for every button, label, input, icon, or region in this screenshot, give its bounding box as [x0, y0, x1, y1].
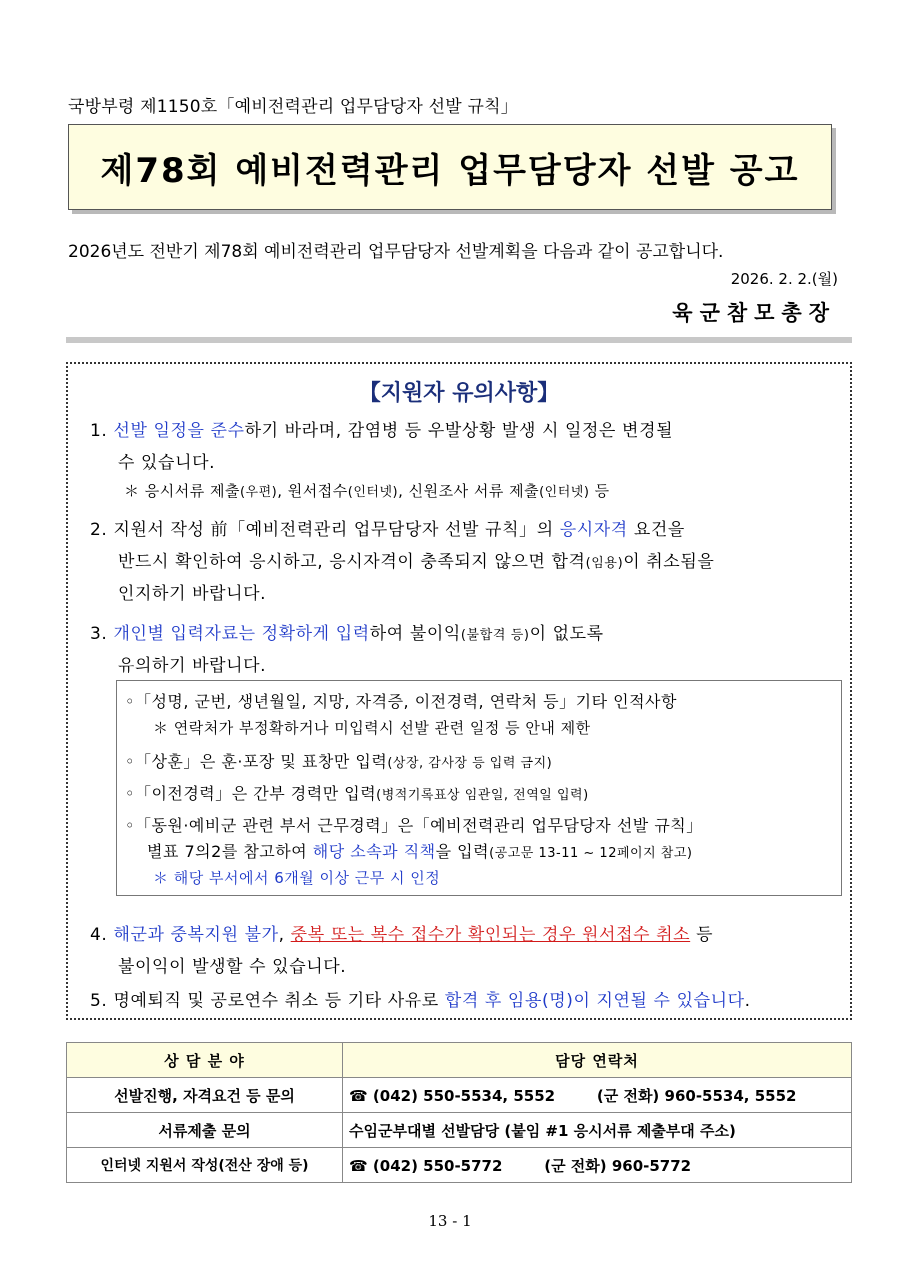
item-text: 명예퇴직 및 공로연수 취소 등 기타 사유로: [113, 991, 445, 1011]
issuer-name: 육군참모총장: [672, 301, 836, 325]
notice-item-2: [90, 515, 685, 540]
item-small: (임용): [585, 556, 624, 571]
guidance-text: 별표 7의2를 참고하여: [147, 842, 313, 861]
note-small: (인터넷): [347, 485, 399, 500]
item-number: 1.: [90, 421, 108, 441]
guidance-text: 을 입력: [435, 842, 490, 861]
item-text: 이 취소됨을: [623, 552, 715, 572]
table-row: [67, 1148, 852, 1183]
item-number: 4.: [90, 925, 108, 945]
regulation-reference: 국방부령 제1150호「예비전력관리 업무담당자 선발 규칙」: [68, 97, 518, 117]
notice-item-1: [90, 416, 673, 441]
item-text: 등: [690, 925, 714, 945]
notice-item-3-line2: 유의하기 바랍니다.: [118, 656, 267, 676]
guidance-text: ◦「상훈」은 훈·포장 및 표창만 입력: [125, 752, 388, 771]
contact-info: ☎ (042) 550-5772 (군 전화) 960-5772: [343, 1148, 852, 1183]
guidance-mobilization: ◦「동원·예비군 관련 부서 근무경력」은「예비전력관리 업무담당자 선발 규칙」: [125, 816, 703, 835]
contact-field: 선발진행, 자격요건 등 문의: [67, 1078, 343, 1113]
input-guidance-box: [116, 680, 842, 896]
announcement-date: 2026. 2. 2.(월): [730, 270, 838, 288]
contact-info: 수임군부대별 선발담당 (붙임 #1 응시서류 제출부대 주소): [343, 1113, 852, 1148]
warning-text: 중복 또는 복수 접수가 확인되는 경우 원서접수 취소: [290, 925, 691, 945]
contact-field: 인터넷 지원서 작성(전산 장애 등): [67, 1148, 343, 1183]
highlight-text: 해당 소속과 직책: [312, 842, 436, 861]
notice-item-1-line2: 수 있습니다.: [118, 453, 216, 473]
item-text: .: [744, 991, 751, 1011]
guidance-small: (상장, 감사장 등 입력 금지): [387, 756, 553, 771]
note-small: (인터넷): [539, 485, 590, 500]
title-box: [68, 124, 832, 210]
contact-info: ☎ (042) 550-5534, 5552 (군 전화) 960-5534, 5552: [343, 1078, 852, 1113]
note-small: (우편): [239, 485, 278, 500]
contact-table: [66, 1042, 852, 1183]
item-text: 반드시 확인하여 응시하고, 응시자격이 충족되지 않으면 합격: [118, 552, 586, 572]
note-text: 등: [589, 482, 610, 500]
item-number: 5.: [90, 991, 108, 1011]
item-number: 2.: [90, 520, 108, 540]
contact-table-header: [67, 1043, 852, 1078]
item-text: 하기 바라며, 감염병 등 우발상황 발생 시 일정은 변경될: [244, 421, 674, 441]
guidance-personal-info: ◦「성명, 군번, 생년월일, 지망, 자격증, 이전경력, 연락처 등」기타 인적사항: [125, 692, 677, 711]
guidance-career: [125, 781, 589, 804]
guidance-contact-note: ＊ 연락처가 부정확하거나 미입력시 선발 관련 일정 등 안내 제한: [153, 719, 591, 737]
column-header-field: 상 담 분 야: [67, 1043, 343, 1078]
item-small: (불합격 등): [460, 628, 530, 643]
highlight-text: 해군과 중복지원 불가: [113, 925, 279, 945]
item-text: ,: [278, 925, 291, 945]
item-text: 이 없도록: [529, 624, 604, 644]
notice-item-2-line3: 인지하기 바랍니다.: [118, 584, 267, 604]
note-text: , 원서접수: [277, 482, 348, 500]
note-text: ＊ 응시서류 제출: [124, 482, 240, 500]
applicant-notice-box: [66, 362, 852, 1020]
notice-item-2-line2: [118, 547, 714, 572]
notice-item-4-line2: 불이익이 발생할 수 있습니다.: [118, 957, 347, 977]
guidance-mobilization-line2: [147, 839, 692, 862]
guidance-awards: [125, 749, 552, 772]
highlight-text: 개인별 입력자료는 정확하게 입력: [113, 624, 370, 644]
table-row: [67, 1078, 852, 1113]
guidance-small: (병적기록표상 임관일, 전역일 입력): [376, 788, 589, 803]
item-text: 하여 불이익: [369, 624, 461, 644]
page-number: 13 - 1: [428, 1212, 472, 1230]
item-text: 요건을: [627, 520, 685, 540]
separator-bar: [66, 337, 852, 343]
notice-item-1-note: [124, 480, 610, 501]
item-number: 3.: [90, 624, 108, 644]
highlight-text: 선발 일정을 준수: [113, 421, 245, 441]
guidance-text: ◦「이전경력」은 간부 경력만 입력: [125, 784, 377, 803]
page-title: 제78회 예비전력관리 업무담당자 선발 공고: [100, 150, 800, 191]
guidance-small: (공고문 13-11 ~ 12페이지 참고): [489, 846, 693, 861]
item-text: 지원서 작성 前「예비전력관리 업무담당자 선발 규칙」의: [113, 520, 560, 540]
column-header-contact: 담당 연락처: [343, 1043, 852, 1078]
notice-item-5: [90, 986, 751, 1011]
guidance-mobilization-note: ＊ 해당 부서에서 6개월 이상 근무 시 인정: [153, 869, 441, 887]
intro-text: 2026년도 전반기 제78회 예비전력관리 업무담당자 선발계획을 다음과 같이 공고합니다.: [68, 242, 724, 262]
notice-item-4: [90, 920, 713, 945]
highlight-text: 합격 후 임용(명)이 지연될 수 있습니다: [444, 991, 745, 1011]
table-row: [67, 1113, 852, 1148]
note-text: , 신원조사 서류 제출: [398, 482, 540, 500]
highlight-text: 응시자격: [559, 520, 628, 540]
contact-field: 서류제출 문의: [67, 1113, 343, 1148]
notice-title: 【지원자 유의사항】: [358, 381, 560, 406]
notice-item-3: [90, 619, 604, 644]
